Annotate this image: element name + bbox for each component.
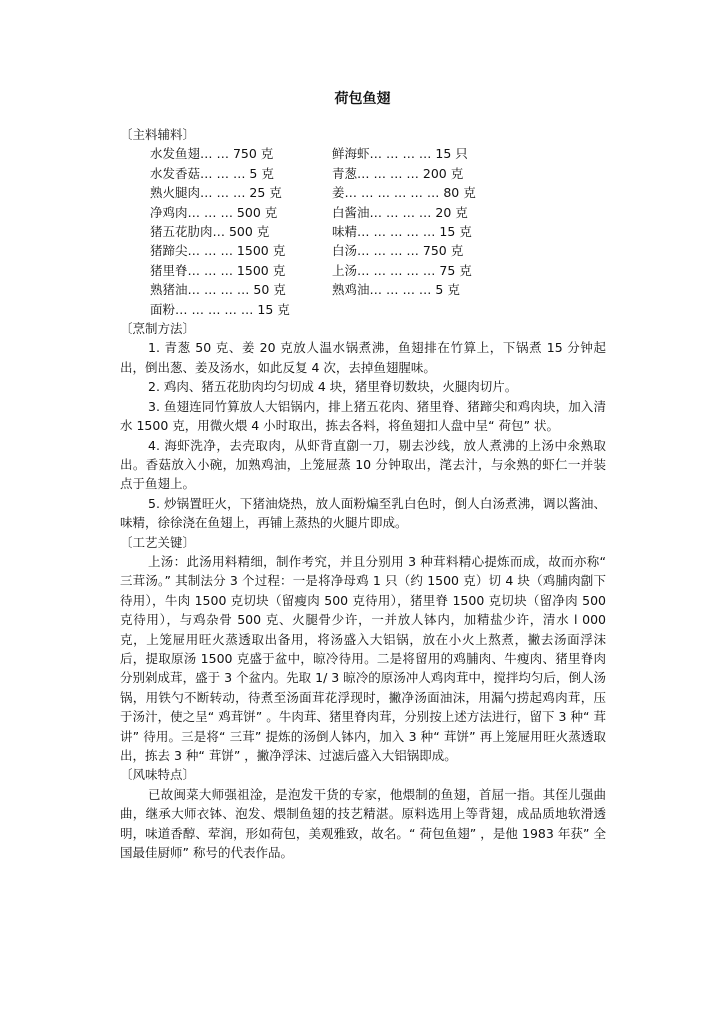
ingredient-left: 猪里脊… … … 1500 克 <box>150 262 286 278</box>
method-step: 5. 炒锅置旺火，下猪油烧热，放人面粉煸至乳白色时，倒人白汤煮沸，调以酱油、味精，徐徐浇在鱼翅上，再铺上蒸热的火腿片即成。 <box>120 495 606 531</box>
ingredient-right: 味精… … … … … 15 克 <box>332 224 472 240</box>
ingredient-left: 面粉… … … … … 15 克 <box>150 301 290 317</box>
method-step: 4. 海虾洗净，去壳取肉，从虾背直劏一刀，剔去沙线，放人煮沸的上汤中氽熟取出。香菇放入小碗，加熟鸡油，上笼屉蒸 10 分钟取出，滗去汁，与氽熟的虾仁一并装点于鱼翅上。 <box>120 437 606 492</box>
method-step: 2. 鸡肉、猪五花肋肉均匀切成 4 块，猪里脊切数块，火腿肉切片。 <box>148 379 518 395</box>
ingredient-right: 白汤… … … … 750 克 <box>332 243 464 259</box>
ingredient-left: 熟猪油… … … … 50 克 <box>150 282 286 298</box>
ingredient-row <box>120 183 606 202</box>
ingredient-row <box>120 164 606 183</box>
ingredient-left: 水发香菇… … … 5 克 <box>150 165 274 181</box>
key-paragraph: 上汤：此汤用料精细，制作考究，并且分别用 3 种茸料精心提炼而成，故而亦称“ 三茸汤。” 其制法分 3 个过程：一是将净母鸡 1 只（约 1500 克）切 4 块（鸡脯肉劏下待用），牛肉 1500 克切块（留瘦肉 500 克待用），猪里脊 1500 克切块（留净肉 500 克待用），与鸡杂骨 500 克、火腿骨少许，一并放人钵内，加精盐少许，清水 l 000 克，上笼屉用旺火蒸透取出备用，将汤盛入大铝锅，放在小火上熬煮，撇去汤面浮沫后，提取原汤 1500 克盛于盆中，晾冷待用。二是将留用的鸡脯肉、牛瘦肉、猪里脊肉分别剁成茸，盛于 3 个盆内。先取 1/ 3 晾冷的原汤冲人鸡肉茸中，搅拌均匀后，倒人汤锅，用铁勺不断转动，待煮至汤面茸花浮现时，撇净汤面油沫，用漏勺捞起鸡肉茸，压于汤汁，使之呈“ 鸡茸饼” 。牛肉茸、猪里脊肉茸，分别按上述方法进行，留下 3 种“ 茸讲” 待用。三是将“ 三茸” 提炼的汤倒人钵内，加入 3 种“ 茸饼” 再上笼屉用旺火蒸透取出，拣去 3 种“ 茸饼” ，撇净浮沫、过滤后盛入大铝锅即成。 <box>120 553 606 763</box>
ingredient-row <box>120 222 606 241</box>
ingredient-right: 白酱油… … … … 20 克 <box>332 204 468 220</box>
ingredient-left: 猪蹄尖… … … 1500 克 <box>150 243 286 259</box>
recipe-body <box>120 125 606 862</box>
flavor-heading: 〔风味特点〕 <box>120 767 196 783</box>
ingredient-right: 上汤… … … … … 75 克 <box>332 262 472 278</box>
method-step: 1. 青葱 50 克、姜 20 克放人温水锅煮沸，鱼翅排在竹算上，下锅煮 15 分钟起出，倒出葱、姜及汤水，如此反复 4 次，去掉鱼翅腥味。 <box>120 340 606 375</box>
ingredient-right: 鲜海虾… … … … 15 只 <box>332 146 468 162</box>
ingredient-right: 青葱… … … … 200 克 <box>332 165 464 181</box>
ingredient-row <box>120 203 606 222</box>
ingredients-list <box>120 144 606 319</box>
method-step: 3. 鱼翅连同竹算放人大铝锅内，排上猪五花肉、猪里脊、猪蹄尖和鸡肉块，加入清水 1500 克，用微火煨 4 小时取出，拣去各料，将鱼翅扣人盘中呈“ 荷包” 状。 <box>120 398 606 434</box>
ingredient-row <box>120 280 606 299</box>
ingredient-row <box>120 241 606 260</box>
ingredient-row <box>120 261 606 280</box>
flavor-paragraph: 已故闽菜大师强祖淦，是泡发干货的专家，他煨制的鱼翅，首屈一指。其侄儿强曲曲，继承大师衣钵、泡发、煨制鱼翅的技艺精湛。原料选用上等背翅，成品质地软滑透明，味道香醇、荤润，形如荷包，美观雅致，故名。“ 荷包鱼翅” ，是他 1983 年获” 全国最佳厨师” 称号的代表作品。 <box>120 786 606 861</box>
page-title: 荷包鱼翅 <box>334 91 391 107</box>
ingredients-heading: 〔主料辅料〕 <box>120 127 196 142</box>
ingredient-left: 净鸡肉… … … 500 克 <box>150 204 278 220</box>
ingredient-right: 熟鸡油… … … … 5 克 <box>332 282 460 298</box>
ingredient-row <box>120 300 606 319</box>
method-heading: 〔烹制方法〕 <box>120 321 196 337</box>
ingredient-right: 姜… … … … … … 80 克 <box>332 185 476 201</box>
key-heading: 〔工艺关键〕 <box>120 534 196 550</box>
ingredient-row <box>120 144 606 163</box>
ingredient-left: 熟火腿肉… … … 25 克 <box>150 185 282 201</box>
ingredient-left: 水发鱼翅… … 750 克 <box>150 146 274 162</box>
ingredient-left: 猪五花肋肉… 500 克 <box>150 224 270 240</box>
